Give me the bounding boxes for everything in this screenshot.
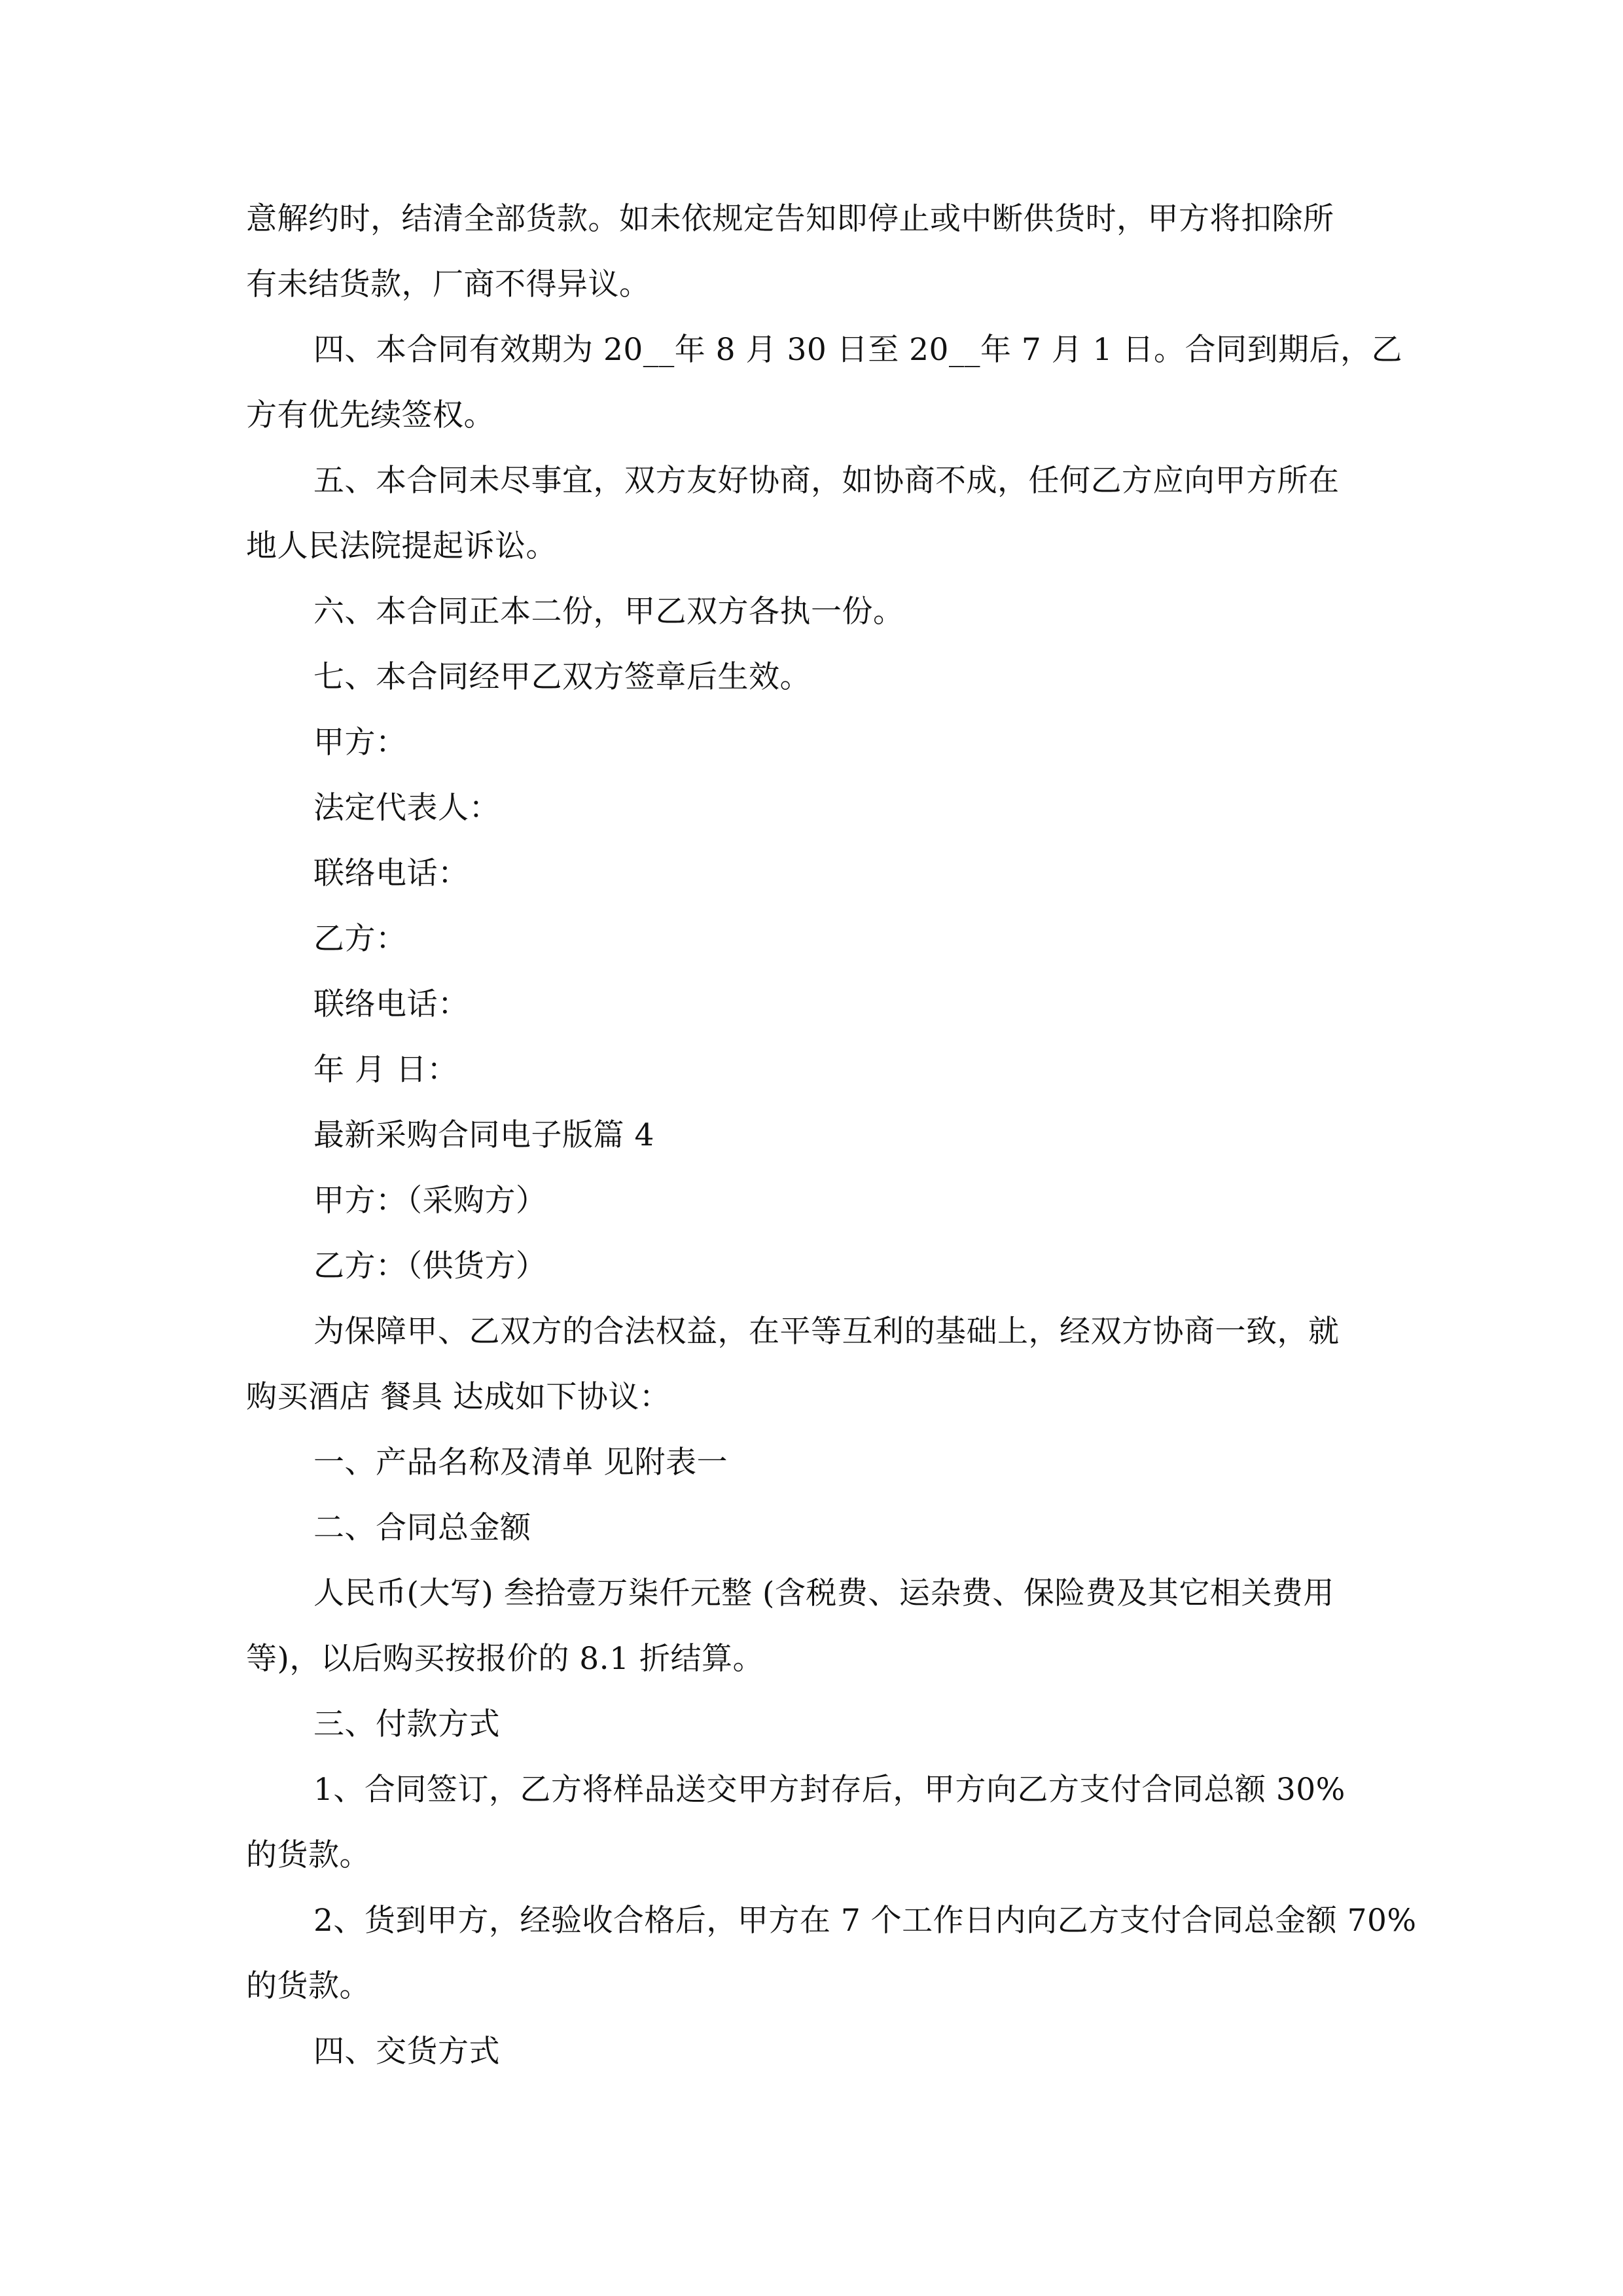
document-line: 人民币(大写) 叁拾壹万柒仟元整 (含税费、运杂费、保险费及其它相关费用 [313,1575,1334,1611]
document-line: 地人民法院提起诉讼。 [246,528,557,564]
document-line: 甲方： [313,725,407,761]
document-line: 联络电话： [313,986,469,1022]
document-line: 最新采购合同电子版篇 4 [313,1117,654,1153]
document-line: 有未结货款，厂商不得异议。 [246,266,651,302]
document-line: 为保障甲、乙双方的合法权益，在平等互利的基础上，经双方协商一致，就 [313,1314,1340,1350]
document-line: 等)，以后购买按报价的 8.1 折结算。 [246,1641,764,1677]
document-line: 五、本合同未尽事宜，双方友好协商，如协商不成，任何乙方应向甲方所在 [313,463,1340,499]
document-line: 二、合同总金额 [313,1510,531,1546]
document-line: 法定代表人： [313,790,500,826]
document-line: 三、付款方式 [313,1706,500,1742]
document-body [246,187,1417,2085]
document-line: 方有优先续签权。 [246,397,495,433]
document-line: 的货款。 [246,1837,370,1873]
document-line: 甲方：（采购方） [313,1183,547,1219]
document-line: 的货款。 [246,1968,370,2004]
document-line: 购买酒店 餐具 达成如下协议： [246,1379,671,1415]
document-line: 乙方： [313,921,407,957]
document-line: 2、货到甲方，经验收合格后，甲方在 7 个工作日内向乙方支付合同总金额 70% [313,1903,1417,1939]
document-line: 年 月 日： [313,1052,458,1088]
document-line: 四、交货方式 [313,2034,500,2070]
document-line: 七、本合同经甲乙双方签章后生效。 [313,659,811,695]
document-line: 乙方：（供货方） [313,1248,547,1284]
document-line: 联络电话： [313,855,469,891]
document-line: 六、本合同正本二份，甲乙双方各执一份。 [313,594,904,630]
document-line: 1、合同签订，乙方将样品送交甲方封存后，甲方向乙方支付合同总额 30% [313,1772,1346,1808]
document-line: 一、产品名称及清单 见附表一 [313,1444,728,1480]
document-line: 意解约时，结清全部货款。如未依规定告知即停止或中断供货时，甲方将扣除所 [246,201,1334,237]
document-line: 四、本合同有效期为 20__年 8 月 30 日至 20__年 7 月 1 日。合同到期后，乙 [313,332,1403,368]
